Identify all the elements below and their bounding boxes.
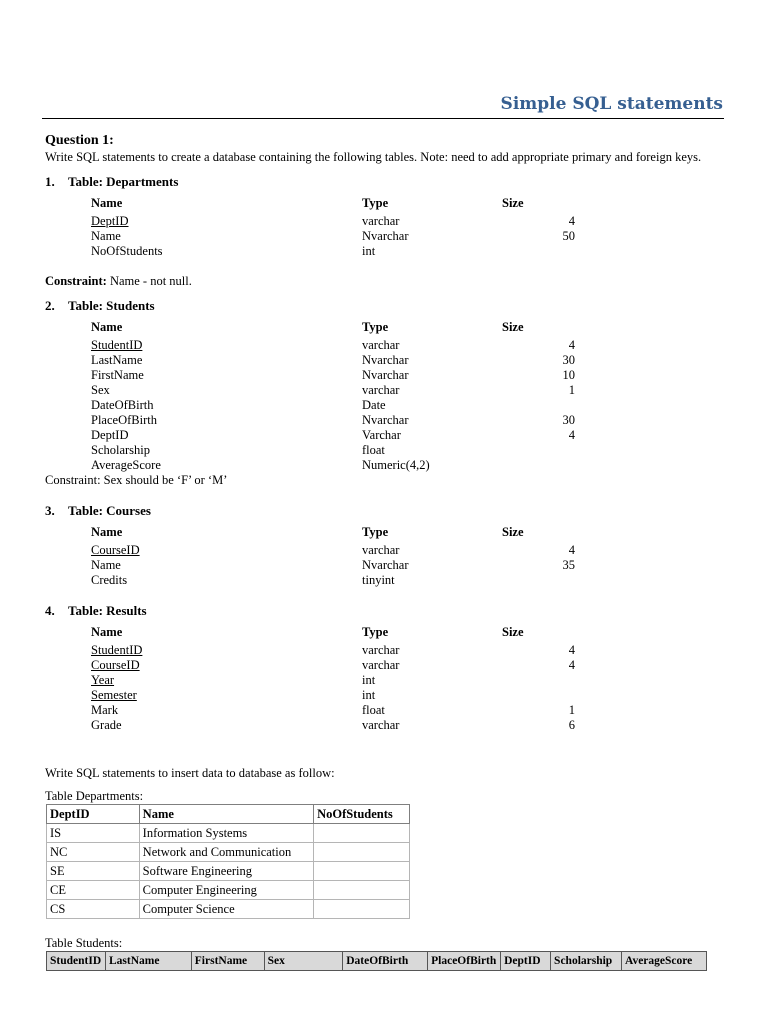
table-cell xyxy=(314,862,410,881)
table-row xyxy=(47,843,410,862)
column-header: LastName xyxy=(105,952,191,971)
header-divider xyxy=(42,118,724,119)
field-name: DateOfBirth xyxy=(91,398,154,412)
field-type: int xyxy=(362,688,376,702)
table-cell xyxy=(314,900,410,919)
table-number: 1. xyxy=(45,174,55,189)
field-name: CourseID xyxy=(91,543,140,557)
field-name: Sex xyxy=(91,383,110,397)
document-header-title: Simple SQL statements xyxy=(500,94,723,114)
column-header-type: Type xyxy=(362,196,389,210)
column-header: Scholarship xyxy=(551,952,622,971)
field-name: StudentID xyxy=(91,338,143,352)
column-header-name: Name xyxy=(91,196,123,210)
field-type: Nvarchar xyxy=(362,368,409,382)
field-size: 1 xyxy=(568,703,575,717)
table-number: 4. xyxy=(45,603,55,618)
constraint-text: Name - not null. xyxy=(106,274,192,288)
column-header: StudentID xyxy=(47,952,106,971)
field-size: 50 xyxy=(562,229,575,243)
field-type: Nvarchar xyxy=(362,353,409,367)
column-header-name: Name xyxy=(91,625,123,639)
column-header: Name xyxy=(139,805,313,824)
field-type: int xyxy=(362,673,376,687)
table-cell: CS xyxy=(47,900,140,919)
field-name: Credits xyxy=(91,573,128,587)
departments-data-table xyxy=(46,804,410,919)
field-size: 1 xyxy=(568,383,575,397)
table-number: 3. xyxy=(45,503,55,518)
field-type: tinyint xyxy=(362,573,395,587)
constraint-departments xyxy=(45,274,192,289)
constraint-students: Constraint: Sex should be ‘F’ or ‘M’ xyxy=(45,473,228,487)
field-size: 30 xyxy=(562,413,575,427)
field-type: Date xyxy=(362,398,386,412)
column-header: Sex xyxy=(264,952,343,971)
table-cell: CE xyxy=(47,881,140,900)
field-size: 4 xyxy=(568,658,575,672)
column-header-type: Type xyxy=(362,525,389,539)
table-header-row xyxy=(47,805,410,824)
column-header-size: Size xyxy=(502,525,524,539)
question-text: Write SQL statements to create a database containing the following tables. Note: need to add appropriate primary and foreign keys. xyxy=(45,150,702,164)
field-name: LastName xyxy=(91,353,143,367)
field-type: Nvarchar xyxy=(362,558,409,572)
column-header-size: Size xyxy=(502,196,524,210)
table-row xyxy=(47,900,410,919)
column-header: PlaceOfBirth xyxy=(428,952,501,971)
table-title: Table: Departments xyxy=(68,174,179,189)
table-cell xyxy=(314,843,410,862)
field-size: 4 xyxy=(568,643,575,657)
column-header-name: Name xyxy=(91,320,123,334)
field-name: AverageScore xyxy=(91,458,161,472)
column-header: NoOfStudents xyxy=(314,805,410,824)
question-title: Question 1: xyxy=(45,133,114,148)
column-header-name: Name xyxy=(91,525,123,539)
field-size: 30 xyxy=(562,353,575,367)
table-row xyxy=(47,862,410,881)
insert-intro: Write SQL statements to insert data to database as follow: xyxy=(45,766,335,780)
table-header-row xyxy=(47,952,707,971)
field-type: varchar xyxy=(362,214,400,228)
table-cell xyxy=(314,824,410,843)
column-header-size: Size xyxy=(502,320,524,334)
field-name: PlaceOfBirth xyxy=(91,413,157,427)
field-size: 4 xyxy=(568,543,575,557)
field-name: Scholarship xyxy=(91,443,151,457)
field-type: varchar xyxy=(362,718,400,732)
departments-data-label: Table Departments: xyxy=(45,789,144,803)
field-type: varchar xyxy=(362,383,400,397)
column-header-type: Type xyxy=(362,625,389,639)
table-title: Table: Students xyxy=(68,298,155,313)
table-title: Table: Results xyxy=(68,603,147,618)
field-type: Nvarchar xyxy=(362,229,409,243)
table-row xyxy=(47,881,410,900)
field-type: Varchar xyxy=(362,428,401,442)
field-size: 4 xyxy=(568,214,575,228)
column-header: DeptID xyxy=(47,805,140,824)
field-size: 6 xyxy=(568,718,575,732)
column-header: AverageScore xyxy=(622,952,707,971)
table-cell: NC xyxy=(47,843,140,862)
field-name: CourseID xyxy=(91,658,140,672)
table-cell: Computer Engineering xyxy=(139,881,313,900)
table-cell: Information Systems xyxy=(139,824,313,843)
field-type: varchar xyxy=(362,643,400,657)
field-type: float xyxy=(362,703,385,717)
field-name: Name xyxy=(91,229,121,243)
field-name: Year xyxy=(91,673,115,687)
column-header: DeptID xyxy=(501,952,551,971)
field-name: FirstName xyxy=(91,368,144,382)
field-size: 10 xyxy=(562,368,575,382)
table-cell: Software Engineering xyxy=(139,862,313,881)
field-type: varchar xyxy=(362,338,400,352)
table-cell: IS xyxy=(47,824,140,843)
field-type: varchar xyxy=(362,658,400,672)
students-data-table xyxy=(46,951,707,971)
field-name: Grade xyxy=(91,718,122,732)
students-data-label: Table Students: xyxy=(45,936,123,950)
constraint-label: Constraint: xyxy=(45,274,107,288)
field-type: Nvarchar xyxy=(362,413,409,427)
table-cell: SE xyxy=(47,862,140,881)
table-heading-departments xyxy=(45,174,178,190)
table-heading-students xyxy=(45,298,155,314)
column-header-size: Size xyxy=(502,625,524,639)
field-size: 4 xyxy=(568,338,575,352)
field-type: Numeric(4,2) xyxy=(362,458,430,472)
field-type: float xyxy=(362,443,385,457)
field-name: Mark xyxy=(91,703,119,717)
table-title: Table: Courses xyxy=(68,503,151,518)
column-header: DateOfBirth xyxy=(343,952,428,971)
column-header: FirstName xyxy=(191,952,264,971)
field-name: Semester xyxy=(91,688,137,702)
table-heading-results xyxy=(45,603,147,619)
field-size: 35 xyxy=(562,558,575,572)
field-name: Name xyxy=(91,558,121,572)
field-name: StudentID xyxy=(91,643,143,657)
table-number: 2. xyxy=(45,298,55,313)
column-header-type: Type xyxy=(362,320,389,334)
field-name: DeptID xyxy=(91,214,129,228)
field-name: NoOfStudents xyxy=(91,244,163,258)
table-cell: Computer Science xyxy=(139,900,313,919)
table-row xyxy=(47,824,410,843)
table-cell: Network and Communication xyxy=(139,843,313,862)
table-cell xyxy=(314,881,410,900)
field-name: DeptID xyxy=(91,428,129,442)
field-type: int xyxy=(362,244,376,258)
field-type: varchar xyxy=(362,543,400,557)
table-heading-courses xyxy=(45,503,151,519)
field-size: 4 xyxy=(568,428,575,442)
